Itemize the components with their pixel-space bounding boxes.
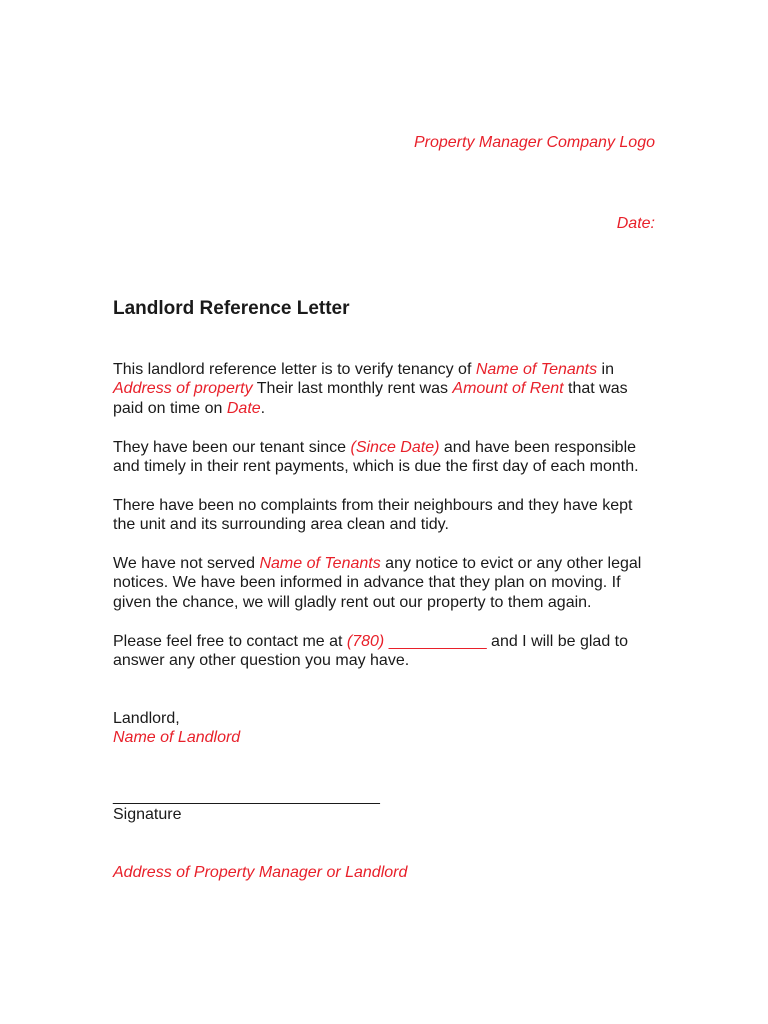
landlord-name-placeholder: Name of Landlord	[113, 729, 241, 747]
rent-amount-placeholder: Amount of Rent	[452, 380, 564, 398]
paragraph-text: We have not served	[113, 555, 260, 573]
letter-body	[113, 360, 658, 690]
paragraph-contact	[113, 632, 658, 671]
paragraph-text: Please feel free to contact me at	[113, 632, 347, 650]
paragraph-text: and have been responsible and timely in their rent payments, which is due the first day of each month.	[113, 438, 639, 476]
paragraph-tenancy	[113, 360, 658, 418]
date-field: Date:	[616, 215, 655, 232]
area-code-placeholder: (780)	[346, 632, 385, 650]
signature-line: ______________________________	[113, 788, 380, 805]
paragraph-text: that was paid on time on	[113, 380, 628, 417]
paragraph-text: and I will be glad to answer any other question you may have.	[113, 632, 629, 670]
closing-salutation: Landlord,	[113, 710, 180, 727]
paragraph-text: any notice to evict or any other legal notices. We have been informed in advance that they plan on moving. If given the chance, we will gladly rent out our property to them again.	[113, 555, 642, 611]
paragraph-tenant-since	[113, 438, 658, 477]
paragraph-text: .	[260, 399, 266, 417]
landlord-address-placeholder: Address of Property Manager or Landlord	[113, 864, 408, 881]
since-date-placeholder: (Since Date)	[350, 438, 440, 456]
paragraph-text: Their last monthly rent was	[252, 380, 453, 398]
paragraph-text: in	[597, 361, 615, 378]
letter-title: Landlord Reference Letter	[113, 298, 350, 319]
paragraph-complaints: There have been no complaints from their neighbours and they have kept the unit and its surrounding area clean and tidy.	[113, 496, 633, 534]
paragraph-text: This landlord reference letter is to verify tenancy of	[113, 361, 476, 378]
paid-date-placeholder: Date	[226, 399, 261, 417]
tenant-names-placeholder: Name of Tenants	[259, 555, 381, 573]
company-logo-placeholder: Property Manager Company Logo	[413, 134, 655, 151]
closing-block	[113, 709, 240, 748]
paragraph-text: They have been our tenant since	[113, 438, 351, 456]
paragraph-notices	[113, 554, 658, 612]
tenant-names-placeholder: Name of Tenants	[475, 361, 598, 378]
signature-label: Signature	[113, 806, 182, 823]
property-address-placeholder: Address of property	[113, 380, 253, 398]
phone-blank-placeholder: ___________	[384, 632, 487, 650]
